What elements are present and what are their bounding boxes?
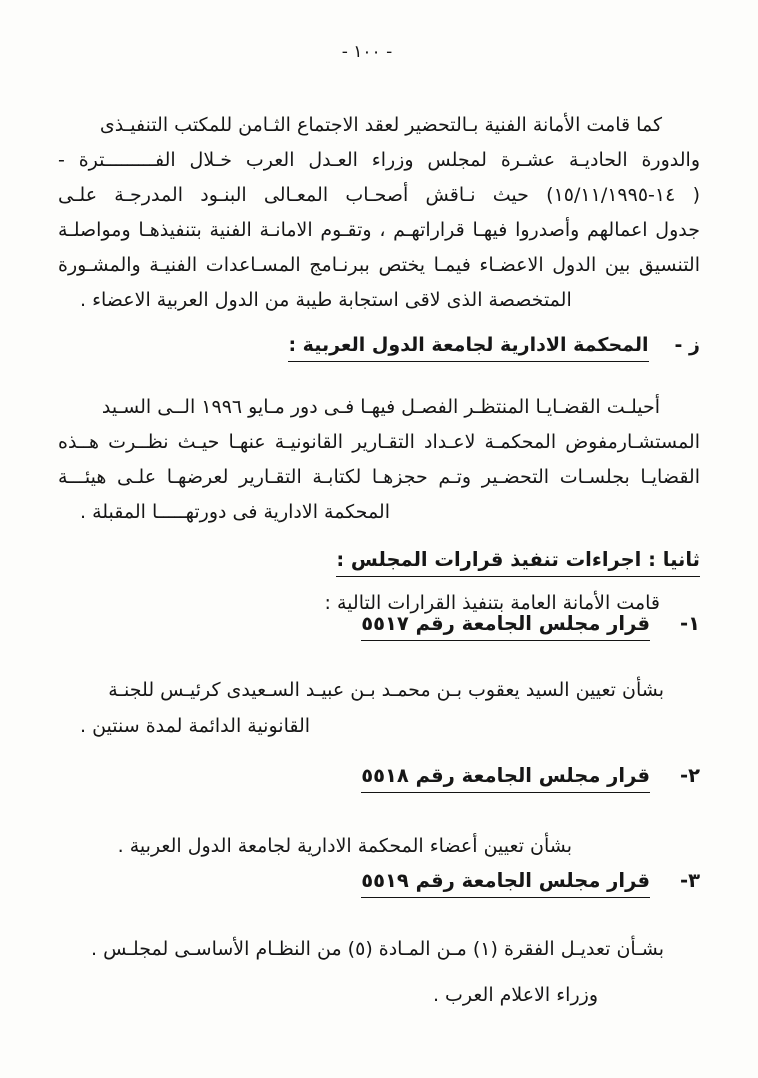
paragraph-line: المتخصصة الذى لاقى استجابة طيبة من الدول العربية الاعضاء . (80, 289, 572, 311)
decision-1-body (58, 672, 700, 744)
decision-number: ٣- (680, 869, 700, 892)
decision-2-body (58, 829, 700, 864)
section-z-marker: ز - (674, 334, 700, 356)
decision-body-line: بشـأن تعديـل الفقرة (١) مـن المـادة (٥) من النظـام الأساسـى لمجلـس . (91, 938, 664, 960)
decision-title: قرار مجلس الجامعة رقم ٥٥١٧ (361, 612, 650, 641)
paragraph-line: والدورة الحاديـة عشـرة لمجلس وزراء العـدل العرب خـلال الفـــــــــترة - (58, 149, 700, 171)
paragraph-line: ‪(١٤-١٥/١١/١٩٩٥ )‬ حيث نـاقش أصحـاب المعـالى البنـود المدرجـة علـى (58, 184, 701, 206)
paragraph-line: أحيلـت القضـايـا المنتظـر الفصـل فيهـا فـى دور مـايو ١٩٩٦ الــى السـيد (101, 396, 660, 418)
paragraph-line: قامت الأمانة العامة بتنفيذ القرارات التالية : (324, 592, 660, 614)
section-two-title: ثانيا : اجراءات تنفيذ قرارات المجلس : (336, 548, 700, 577)
decision-body-line: القانونية الدائمة لمدة سنتين . (80, 715, 311, 737)
section-z-heading (58, 334, 700, 362)
decision-title: قرار مجلس الجامعة رقم ٥٥١٩ (361, 869, 650, 898)
decision-body-line: وزراء الاعلام العرب . (432, 984, 598, 1006)
paragraph-line: القضايـا بجلسـات التحضـير وتـم حجزهـا لكتابـة التقـارير لعرضهـا علـى هيئـــة (58, 466, 700, 488)
decision-number: ٢- (680, 764, 700, 787)
decision-item-2 (58, 764, 758, 793)
paragraph-line: التنسيق بين الدول الاعضـاء فيمـا يختص ببرنـامج المسـاعدات الفنيـة والمشـورة (58, 254, 700, 276)
page-number: - ١٠٠ - (341, 42, 393, 62)
decision-number: ١- (680, 612, 700, 635)
decision-3-body (58, 926, 700, 1018)
decision-item-1 (58, 612, 758, 641)
decision-item-3 (58, 869, 758, 898)
decision-body-line: بشأن تعيين أعضاء المحكمة الادارية لجامعة الدول العربية . (117, 835, 572, 857)
decision-body-line: بشأن تعيين السيد يعقوب بـن محمـد بـن عبيـد السـعيدى كرئيـس للجنـة (108, 679, 664, 701)
section-z-paragraph (58, 390, 700, 530)
paragraph-line: المحكمة الادارية فى دورتهـــــا المقبلة . (80, 501, 390, 523)
paragraph-line: جدول اعمالهم وأصدروا فيهـا قراراتهـم ، وتقـوم الامانـة الفنية بتنفيذهـا ومواصلـة (58, 219, 700, 241)
section-z-title: المحكمة الادارية لجامعة الدول العربية : (288, 334, 648, 362)
paragraph-line: المستشـارمفوض المحكمـة لاعـداد التقـارير القانونيـة عنهـا حيـث نظــرت هــذه (58, 431, 700, 453)
decision-title: قرار مجلس الجامعة رقم ٥٥١٨ (361, 764, 650, 793)
intro-paragraph (58, 108, 700, 318)
section-two-heading (58, 548, 700, 577)
paragraph-line: كما قامت الأمانة الفنية بـالتحضير لعقد الاجتماع الثـامن للمكتب التنفيـذى (99, 114, 662, 136)
